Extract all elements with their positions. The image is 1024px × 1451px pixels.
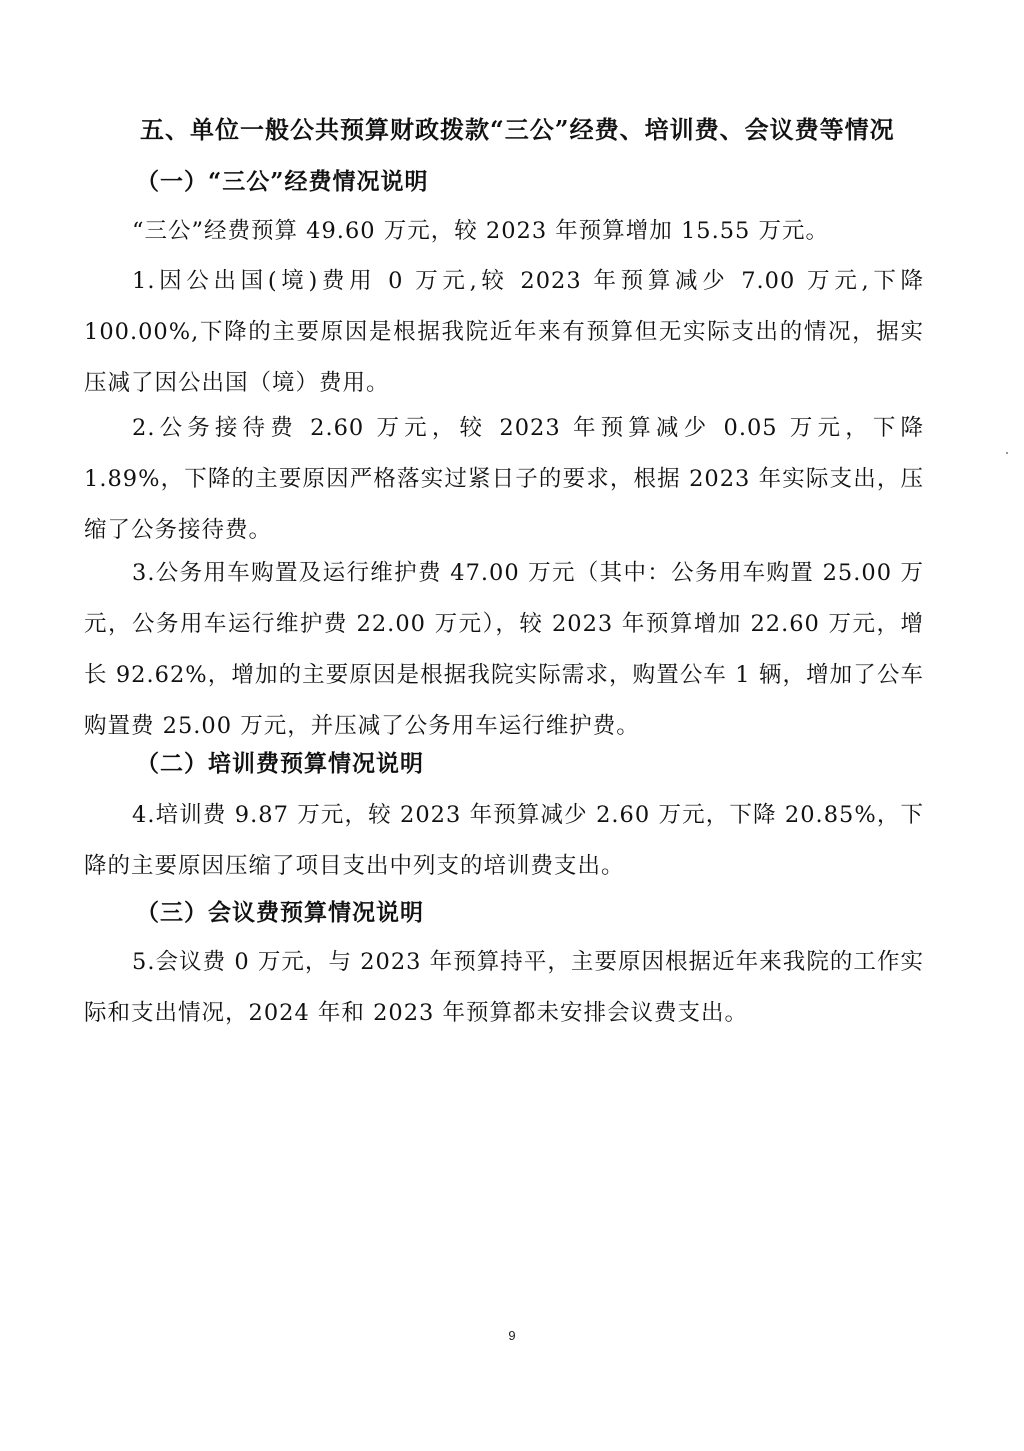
subsection-heading-meeting: （三）会议费预算情况说明 <box>136 899 424 926</box>
subsection-heading-training: （二）培训费预算情况说明 <box>136 750 424 777</box>
paragraph-official-reception: 2.公务接待费 2.60 万元，较 2023 年预算减少 0.05 万元，下降 1.89%，下降的主要原因严格落实过紧日子的要求，根据 2023 年实际支出，压缩了公务接待费。 <box>84 415 924 543</box>
paragraph-meeting-fee: 5.会议费 0 万元，与 2023 年预算持平，主要原因根据近年来我院的工作实际和支出情况，2024 年和 2023 年预算都未安排会议费支出。 <box>84 949 924 1026</box>
section-title: 五、单位一般公共预算财政拨款“三公”经费、培训费、会议费等情况 <box>140 115 895 144</box>
paragraph-sangong-total: “三公”经费预算 49.60 万元，较 2023 年预算增加 15.55 万元。 <box>132 218 830 244</box>
paragraph-training-fee: 4.培训费 9.87 万元，较 2023 年预算减少 2.60 万元，下降 20.85%，下降的主要原因压缩了项目支出中列支的培训费支出。 <box>84 802 924 879</box>
subsection-heading-sangong: （一）“三公”经费情况说明 <box>136 168 429 195</box>
scan-speck <box>1006 452 1008 454</box>
page-number: 9 <box>508 1328 516 1343</box>
paragraph-official-vehicles: 3.公务用车购置及运行维护费 47.00 万元（其中：公务用车购置 25.00 万元，公务用车运行维护费 22.00 万元），较 2023 年预算增加 22.60 万元，增长 92.62%，增加的主要原因是根据我院实际需求，购置公车 1 辆，增加了公车购置费 25.00 万元，并压减了公务用车运行维护费。 <box>84 560 924 739</box>
paragraph-overseas-travel: 1.因公出国(境)费用 0 万元,较 2023 年预算减少 7.00 万元,下降 100.00%,下降的主要原因是根据我院近年来有预算但无实际支出的情况，据实压减了因公出国（境）费用。 <box>84 268 924 396</box>
